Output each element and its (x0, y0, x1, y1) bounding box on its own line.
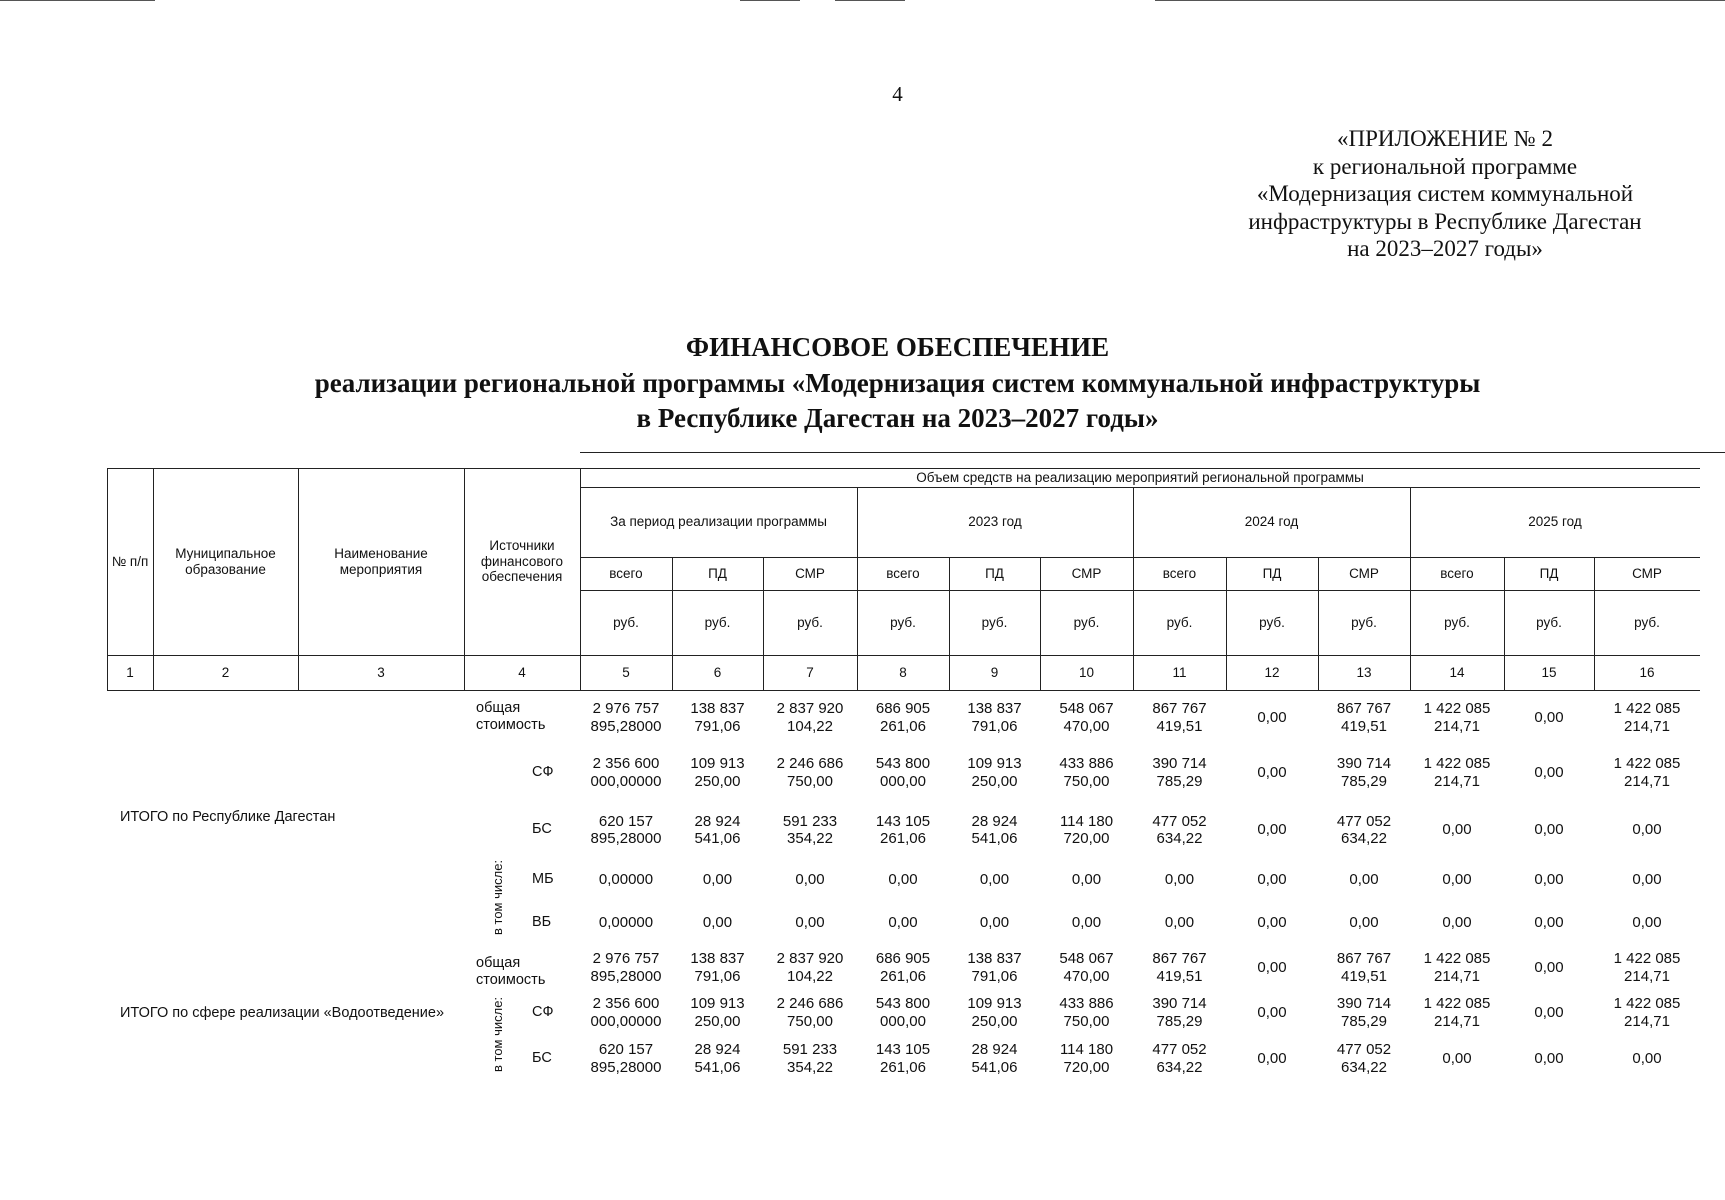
scan-mark (740, 0, 800, 1)
table-cell: 0,00 (888, 913, 918, 931)
table-cell: 1 422 085 214,71 (1613, 755, 1681, 790)
table-cell: 0,00 (1534, 913, 1564, 931)
header-sub: всего (1162, 565, 1197, 581)
table-cell: 867 767 419,51 (1152, 700, 1207, 735)
in-that-number-label: в том числе: (490, 996, 505, 1072)
column-number: 8 (899, 664, 907, 680)
divider (580, 452, 1725, 453)
table-cell: 2 837 920 104,22 (776, 950, 844, 985)
header-unit: руб. (797, 614, 823, 630)
column-number: 11 (1172, 664, 1187, 680)
table-cell: 686 905 261,06 (875, 700, 931, 735)
table-cell: 543 800 000,00 (875, 995, 931, 1030)
header-sub: ПД (985, 565, 1004, 581)
table-cell: 2 837 920 104,22 (776, 700, 844, 735)
header-period: 2025 год (1528, 514, 1582, 530)
table-cell: 433 886 750,00 (1059, 995, 1114, 1030)
scan-mark (1155, 0, 1725, 1)
header-period: 2024 год (1244, 514, 1299, 530)
table-cell: 390 714 785,29 (1152, 755, 1207, 790)
appendix-line: «ПРИЛОЖЕНИЕ № 2 (1336, 126, 1554, 151)
header-unit: руб. (1444, 614, 1470, 630)
header-sub: СМР (795, 565, 825, 581)
table-cell: 477 052 634,22 (1152, 1041, 1207, 1076)
header-sub: СМР (1632, 565, 1662, 581)
table-cell: 0,00 (702, 913, 733, 931)
header-sub: всего (1440, 565, 1474, 581)
table-cell: 0,00 (1534, 708, 1564, 726)
table-cell: 543 800 000,00 (875, 755, 931, 790)
header-unit: руб. (704, 614, 731, 630)
table-cell: 0,00 (1164, 871, 1195, 889)
column-number: 2 (221, 664, 230, 680)
title-line: реализации региональной программы «Модернизация систем коммунальной инфраструктуры (314, 367, 1481, 398)
source-label: общая стоимость (476, 700, 546, 733)
table-cell: 390 714 785,29 (1336, 995, 1392, 1030)
table-cell: 477 052 634,22 (1336, 1041, 1392, 1076)
table-cell: 1 422 085 214,71 (1613, 995, 1681, 1030)
table-cell: 2 356 600 000,00000 (590, 995, 662, 1030)
table-cell: 0,00 (1442, 871, 1472, 889)
table-cell: 0,00 (1164, 913, 1195, 931)
header-period: За период реализации программы (610, 514, 827, 530)
appendix-line: «Модернизация систем коммунальной (1256, 181, 1634, 207)
table-cell: 109 913 250,00 (967, 995, 1022, 1030)
table-cell: 0,00 (1442, 1049, 1472, 1067)
table-cell: 143 105 261,06 (875, 812, 931, 847)
table-cell: 143 105 261,06 (875, 1041, 931, 1076)
table-cell: 0,00 (1632, 871, 1662, 889)
table-cell: 591 233 354,22 (782, 812, 838, 847)
table-cell: 0,00 (1257, 821, 1287, 839)
table-cell: 0,00 (1349, 913, 1379, 931)
header-sub: всего (609, 565, 643, 581)
column-number: 10 (1078, 664, 1095, 680)
header-period: 2023 год (968, 514, 1022, 530)
table-cell: 867 767 419,51 (1152, 950, 1207, 985)
column-number: 4 (518, 664, 526, 680)
column-number: 1 (126, 664, 134, 680)
header-sub: ПД (1262, 565, 1282, 581)
header-unit: руб. (1073, 614, 1100, 630)
source-label: СФ (532, 1003, 554, 1020)
table-cell: 109 913 250,00 (967, 755, 1022, 790)
document-title (0, 330, 1725, 437)
table-cell: 1 422 085 214,71 (1613, 700, 1681, 735)
source-label: общая стоимость (476, 955, 546, 988)
table-cell: 138 837 791,06 (967, 950, 1022, 985)
table-cell: 2 246 686 750,00 (776, 755, 844, 790)
table-cell: 0,00 (1534, 1003, 1564, 1021)
header-sub: ПД (1539, 565, 1559, 581)
column-number: 16 (1639, 664, 1655, 680)
table-cell: 0,00 (1534, 763, 1564, 781)
source-label: МБ (532, 871, 554, 887)
title-line: в Республике Дагестан на 2023–2027 годы» (636, 403, 1159, 434)
table-cell: 1 422 085 214,71 (1613, 950, 1681, 985)
column-number: 7 (806, 664, 814, 680)
table-cell: 686 905 261,06 (875, 950, 931, 985)
table-cell: 0,00 (979, 913, 1010, 931)
table-cell: 1 422 085 214,71 (1423, 700, 1491, 735)
table-cell: 0,00000 (598, 913, 654, 931)
appendix-block (1215, 125, 1675, 263)
table-cell: 0,00 (1257, 1049, 1287, 1067)
column-number: 12 (1264, 664, 1280, 680)
table-cell: 2 976 757 895,28000 (590, 700, 662, 735)
header-sources: Источники финансового обеспечения (480, 538, 564, 585)
table-cell: 0,00 (1442, 913, 1472, 931)
table-cell: 109 913 250,00 (690, 755, 745, 790)
header-sub: СМР (1349, 565, 1379, 581)
table-cell: 28 924 541,06 (694, 1041, 741, 1076)
table-cell: 0,00 (1257, 958, 1287, 976)
table-cell: 0,00 (1071, 913, 1102, 931)
table-cell: 620 157 895,28000 (590, 812, 662, 847)
table-cell: 390 714 785,29 (1152, 995, 1207, 1030)
header-municipality: Муниципальное образование (175, 545, 276, 577)
header-sub: СМР (1071, 565, 1102, 581)
column-number: 13 (1356, 664, 1372, 680)
header-num: № п/п (111, 553, 149, 569)
table-cell: 477 052 634,22 (1152, 812, 1207, 847)
appendix-line: на 2023–2027 годы» (1347, 236, 1543, 262)
table-cell: 0,00 (1257, 763, 1287, 781)
column-number: 6 (713, 664, 722, 680)
header-unit: руб. (1259, 614, 1285, 630)
table-cell: 0,00 (702, 871, 733, 889)
column-number: 3 (377, 664, 385, 680)
source-label: БС (532, 1049, 552, 1066)
page-number: 4 (892, 82, 903, 106)
appendix-line: к региональной программе (1312, 153, 1578, 179)
header-activity: Наименование мероприятия (334, 545, 428, 577)
table-cell: 0,00 (795, 871, 825, 889)
header-unit: руб. (1351, 614, 1377, 630)
header-sub: всего (886, 565, 920, 581)
header-unit: руб. (890, 614, 916, 630)
table-cell: 867 767 419,51 (1336, 950, 1392, 985)
table-cell: 0,00 (1632, 1049, 1662, 1067)
header-unit: руб. (1536, 614, 1562, 630)
table-cell: 867 767 419,51 (1336, 700, 1392, 735)
table-cell: 0,00 (1257, 913, 1287, 931)
table-cell: 0,00 (1632, 913, 1662, 931)
source-label: БС (532, 821, 552, 837)
table-cell: 0,00 (1534, 1049, 1564, 1067)
table-cell: 138 837 791,06 (690, 700, 745, 735)
table-cell: 0,00000 (598, 871, 654, 889)
table-cell: 1 422 085 214,71 (1423, 995, 1491, 1030)
table-cell: 433 886 750,00 (1059, 755, 1114, 790)
table-cell: 0,00 (888, 871, 918, 889)
column-number: 9 (990, 664, 999, 680)
table-cell: 0,00 (1257, 1003, 1287, 1021)
table-cell: 591 233 354,22 (782, 1041, 838, 1076)
header-unit: руб. (613, 614, 639, 630)
table-cell: 1 422 085 214,71 (1423, 755, 1491, 790)
table-cell: 548 067 470,00 (1059, 700, 1114, 735)
table-cell: 0,00 (1534, 871, 1564, 889)
table-cell: 0,00 (1257, 871, 1287, 889)
scan-mark (0, 0, 155, 1)
header-sub: ПД (708, 565, 727, 581)
table-cell: 0,00 (1632, 821, 1662, 839)
table-cell: 1 422 085 214,71 (1423, 950, 1491, 985)
title-line: ФИНАНСОВОЕ ОБЕСПЕЧЕНИЕ (685, 332, 1110, 362)
table-cell: 2 976 757 895,28000 (590, 950, 662, 985)
table-cell: 620 157 895,28000 (590, 1041, 662, 1076)
column-number: 5 (622, 664, 630, 680)
scan-mark (835, 0, 905, 1)
table-cell: 0,00 (1442, 821, 1472, 839)
table-cell: 114 180 720,00 (1059, 812, 1114, 847)
column-number: 15 (1541, 664, 1557, 680)
header-unit: руб. (981, 614, 1008, 630)
group-label: ИТОГО по Республике Дагестан (120, 808, 336, 825)
source-label: ВБ (532, 913, 552, 930)
table-cell: 0,00 (1349, 871, 1379, 889)
source-label: СФ (532, 763, 554, 780)
table-cell: 0,00 (1071, 871, 1102, 889)
table-cell: 0,00 (979, 871, 1010, 889)
table-cell: 2 246 686 750,00 (776, 995, 844, 1030)
table-cell: 114 180 720,00 (1059, 1041, 1114, 1076)
table-cell: 477 052 634,22 (1336, 812, 1392, 847)
table-cell: 138 837 791,06 (967, 700, 1022, 735)
header-volume: Объем средств на реализацию мероприятий региональной программы (916, 469, 1364, 485)
in-that-number-label: в том числе: (490, 859, 505, 935)
table-cell: 109 913 250,00 (690, 995, 745, 1030)
table-cell: 28 924 541,06 (971, 1041, 1018, 1076)
group-label: ИТОГО по сфере реализации «Водоотведение» (120, 1004, 445, 1021)
table-cell: 0,00 (795, 913, 825, 931)
table-cell: 138 837 791,06 (690, 950, 745, 985)
table-cell: 0,00 (1534, 821, 1564, 839)
table-cell: 548 067 470,00 (1059, 950, 1114, 985)
header-unit: руб. (1634, 614, 1660, 630)
table-cell: 0,00 (1257, 708, 1287, 726)
appendix-line: инфраструктуры в Республике Дагестан (1248, 208, 1642, 234)
table-cell: 28 924 541,06 (694, 812, 741, 847)
column-number: 14 (1449, 664, 1465, 680)
table-cell: 28 924 541,06 (971, 812, 1018, 847)
header-unit: руб. (1166, 614, 1193, 630)
table-cell: 390 714 785,29 (1336, 755, 1392, 790)
table-cell: 0,00 (1534, 958, 1564, 976)
table-cell: 2 356 600 000,00000 (590, 755, 662, 790)
